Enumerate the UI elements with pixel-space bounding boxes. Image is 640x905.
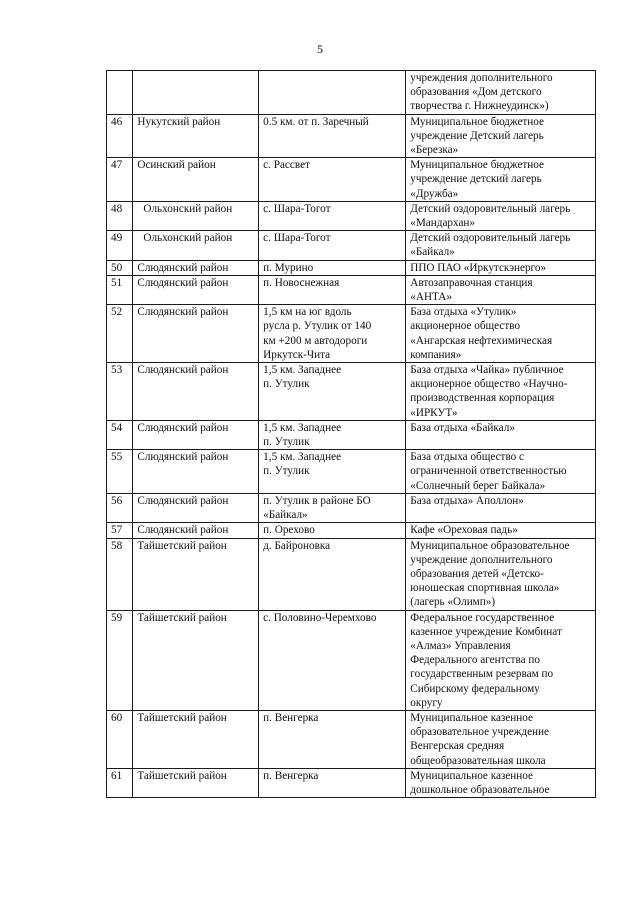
organization-cell: База отдыха «Утулик» акционерное общество «Ангарская нефтехимическая компания»: [406, 305, 596, 363]
district-cell: Ольхонский район: [133, 231, 259, 260]
place-cell: 1,5 км. Западнее п. Утулик: [259, 363, 406, 421]
district-cell: Тайшетский район: [133, 710, 259, 768]
place-cell: п. Венгерка: [259, 710, 406, 768]
row-number: 48: [107, 201, 133, 230]
district-cell: Слюдянский район: [133, 450, 259, 494]
organization-cell: Федеральное государственное казенное учреждение Комбинат «Алмаз» Управления Федерального агентства по государственным резервам по Сибирскому федеральному округу: [406, 610, 596, 710]
district-cell: Ольхонский район: [133, 201, 259, 230]
row-number: 49: [107, 231, 133, 260]
row-number: 57: [107, 523, 133, 538]
district-cell: Тайшетский район: [133, 610, 259, 710]
table-row: [107, 114, 596, 158]
row-number: 50: [107, 260, 133, 275]
place-cell: 0.5 км. от п. Заречный: [259, 114, 406, 158]
table-row: [107, 538, 596, 610]
district-cell: [133, 71, 259, 115]
row-number: 53: [107, 363, 133, 421]
table-body: [107, 71, 596, 798]
organization-cell: Детский оздоровительный лагерь «Байкал»: [406, 231, 596, 260]
row-number: 58: [107, 538, 133, 610]
table-row: [107, 231, 596, 260]
table-row: [107, 610, 596, 710]
row-number: 47: [107, 158, 133, 202]
table-row: [107, 450, 596, 494]
place-cell: п. Утулик в районе БО «Байкал»: [259, 493, 406, 522]
district-cell: Слюдянский район: [133, 363, 259, 421]
district-cell: Слюдянский район: [133, 493, 259, 522]
place-cell: п. Новоснежная: [259, 275, 406, 304]
row-number: [107, 71, 133, 115]
table-row: [107, 305, 596, 363]
table-row: [107, 493, 596, 522]
table-row: [107, 710, 596, 768]
organization-cell: Автозаправочная станция «АНТА»: [406, 275, 596, 304]
organization-cell: Детский оздоровительный лагерь «Мандархан»: [406, 201, 596, 230]
organization-cell: База отдыха «Чайка» публичное акционерное общество «Научно- производственная корпорация «ИРКУТ»: [406, 363, 596, 421]
place-cell: с. Шара-Тогот: [259, 201, 406, 230]
table-row: [107, 363, 596, 421]
table-row: [107, 768, 596, 797]
organization-cell: База отдыха общество с ограниченной ответственностью «Солнечный берег Байкала»: [406, 450, 596, 494]
row-number: 60: [107, 710, 133, 768]
row-number: 51: [107, 275, 133, 304]
table-row: [107, 420, 596, 449]
place-cell: 1,5 км. Западнее п. Утулик: [259, 420, 406, 449]
table-row: [107, 260, 596, 275]
district-cell: Слюдянский район: [133, 420, 259, 449]
place-cell: 1,5 км на юг вдоль русла р. Утулик от 140 км +200 м автодороги Иркутск-Чита: [259, 305, 406, 363]
row-number: 56: [107, 493, 133, 522]
row-number: 54: [107, 420, 133, 449]
place-cell: п. Мурино: [259, 260, 406, 275]
district-cell: Тайшетский район: [133, 768, 259, 797]
district-cell: Тайшетский район: [133, 538, 259, 610]
row-number: 52: [107, 305, 133, 363]
page-number: 5: [317, 42, 323, 56]
district-cell: Осинский район: [133, 158, 259, 202]
organization-cell: Муниципальное бюджетное учреждение детский лагерь «Дружба»: [406, 158, 596, 202]
table-row: [107, 71, 596, 115]
facilities-table: [106, 70, 596, 798]
organization-cell: Муниципальное образовательное учреждение дополнительного образования детей «Детско- юношеская спортивная школа» (лагерь «Олимп»): [406, 538, 596, 610]
district-cell: Слюдянский район: [133, 305, 259, 363]
place-cell: д. Байроновка: [259, 538, 406, 610]
place-cell: с. Рассвет: [259, 158, 406, 202]
place-cell: с. Шара-Тогот: [259, 231, 406, 260]
organization-cell: ППО ПАО «Иркутскэнерго»: [406, 260, 596, 275]
place-cell: п. Орехово: [259, 523, 406, 538]
organization-cell: База отдыха» Аполлон»: [406, 493, 596, 522]
table-row: [107, 523, 596, 538]
organization-cell: Муниципальное казенное дошкольное образовательное: [406, 768, 596, 797]
place-cell: [259, 71, 406, 115]
row-number: 55: [107, 450, 133, 494]
organization-cell: Муниципальное казенное образовательное учреждение Венгерская средняя общеобразовательная школа: [406, 710, 596, 768]
row-number: 61: [107, 768, 133, 797]
district-cell: Слюдянский район: [133, 260, 259, 275]
place-cell: с. Половино-Черемхово: [259, 610, 406, 710]
place-cell: п. Венгерка: [259, 768, 406, 797]
table-row: [107, 158, 596, 202]
table-row: [107, 201, 596, 230]
district-cell: Слюдянский район: [133, 275, 259, 304]
organization-cell: База отдыха «Байкал»: [406, 420, 596, 449]
organization-cell: Кафе «Ореховая падь»: [406, 523, 596, 538]
place-cell: 1,5 км. Западнее п. Утулик: [259, 450, 406, 494]
district-cell: Нукутский район: [133, 114, 259, 158]
organization-cell: Муниципальное бюджетное учреждение Детский лагерь «Березка»: [406, 114, 596, 158]
table-row: [107, 275, 596, 304]
organization-cell: учреждения дополнительного образования «Дом детского творчества г. Нижнеудинск»): [406, 71, 596, 115]
district-cell: Слюдянский район: [133, 523, 259, 538]
row-number: 46: [107, 114, 133, 158]
row-number: 59: [107, 610, 133, 710]
